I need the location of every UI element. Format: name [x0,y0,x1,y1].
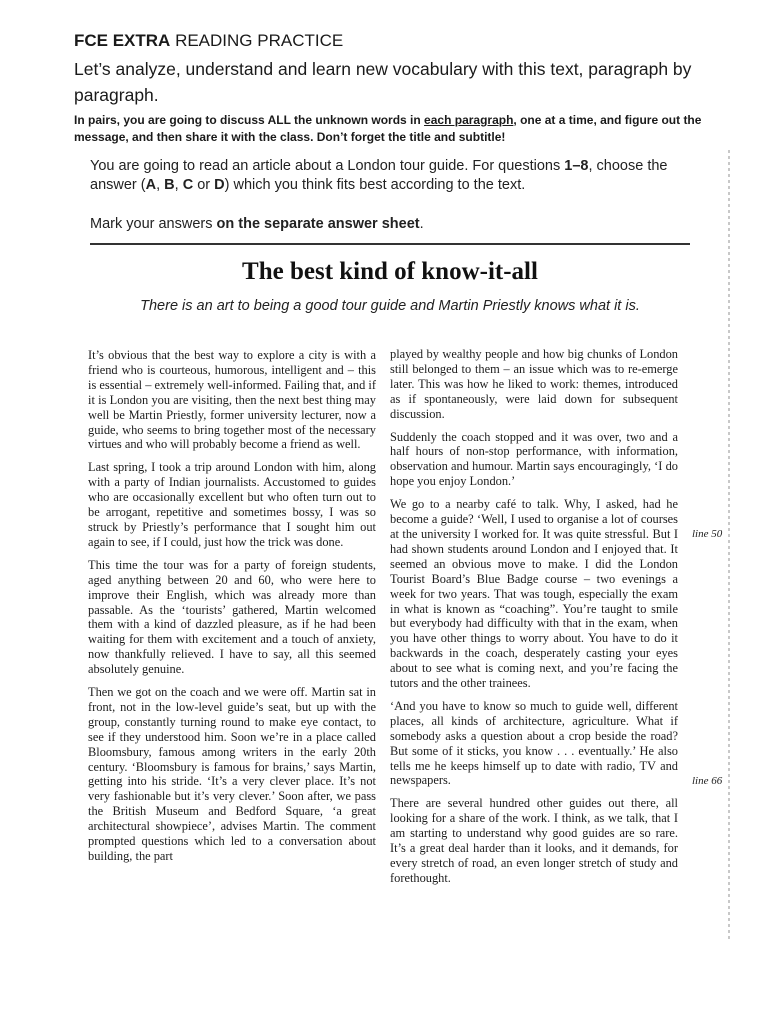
article-column-right [390,347,678,894]
answer-sheet-instruction: Mark your answers on the separate answer sheet. [90,216,424,232]
divider-rule [90,243,690,245]
worksheet-subtitle: Let’s analyze, understand and learn new vocabulary with this text, paragraph by paragraph. [74,59,692,105]
line-marker-50: line 50 [692,528,723,540]
paragraph: Suddenly the coach stopped and it was over, two and a half hours of non-stop performance, with information, observation and humour. Martin says encouragingly, ‘I do hope you enjoy London.’ [390,429,678,489]
paragraph: ‘And you have to know so much to guide well, different places, all kinds of architecture, agriculture. What if somebody asks a question about a crop beside the road? But some of it sticks, you know . . . eventually.’ He also tells me he keeps himself up to date with radio, TV and newspapers. [390,698,678,788]
paragraph: It’s obvious that the best way to explore a city is with a friend who is courteous, humorous, intelligent and – this is essential – extremely well-informed. Failing that, and if it is London you are visiting, then the next best thing may well be Martin Priestly, former university lecturer, now a guide, who seems to bring together most of the necessary virtues and who will probably become a friend as well. [88,348,376,452]
paragraph: Last spring, I took a trip around London with him, along with a party of Indian journalists. Accustomed to guides who are occasionally excellent but who often turn out to be arrogant, repetitive and sometimes bossy, I was so struck by Priestly’s performance that I sought him out again to see, if I could, just how the trick was done. [88,460,376,549]
paragraph: We go to a nearby café to talk. Why, I asked, had he become a guide? ‘Well, I used to organise a lot of courses at the university I worked for. It was quite stressful. But I had shown students around London and I enjoyed that. It seemed an obvious move to make. I did the London Tourist Board’s Blue Badge course – two evenings a week for two years. That was tough, especially the exam in what is known as “coaching”. You’re taught to smile but everybody had difficulty with that in the exam, when you have other things to worry about. You have to do it backwards in the coach, desperately casting your eyes about to see what is coming next, and you’re facing the tutors and the other trainees. [390,497,678,691]
article-title: The best kind of know-it-all [242,258,538,285]
paragraph: Then we got on the coach and we were off. Martin sat in front, not in the low-level guide’s seat, but up with the group, constantly turning round to make eye contact, to see if they understood him. Soon we’re in a place called Bloomsbury, famous among writers in the early 20th century. ‘Bloomsbury is famous for brains,’ says Martin, getting into his stride. ‘It’s a very clever place. It’s not very fashionable but it’s very clever.’ Soon after, we pass the British Museum and Bedford Square, ‘a great architectural showpiece’, advises Martin. The comment prompted questions which led to a conversation about building, the part [88,685,376,863]
article-subtitle: There is an art to being a good tour guide and Martin Priestly knows what it is. [140,298,640,314]
paragraph: played by wealthy people and how big chunks of London still belonged to them – an issue which was to re-emerge later. This was how he liked to work: themes, introduced as if spontaneously, were laid down for subsequent discussion. [390,347,678,421]
paragraph: This time the tour was for a party of foreign students, aged anything between 20 and 60, who were here to improve their English, which was already more than passable. As the ‘tourists’ gathered, Martin welcomed them with a kind of dazzled pleasure, as if he had been waiting for them with excitement and a touch of anxiety, now thankfully relieved. I have to say, all this seemed absolutely genuine. [88,557,376,677]
pair-work-instructions: In pairs, you are going to discuss ALL the unknown words in each paragraph, one at a time, and figure out the message, and then share it with the class. Don’t forget the title and subtitle! [74,113,702,144]
worksheet-title: FCE EXTRA READING PRACTICE [74,31,344,50]
paragraph: There are several hundred other guides out there, all looking for a share of the work. I think, as we talk, that I am starting to understand why good guides are so rare. It’s a great deal harder than it looks, and it demands, for every stretch of road, an even longer stretch of study and forethought. [390,796,678,885]
exam-instructions: You are going to read an article about a London tour guide. For questions 1–8, choose the answer (A, B, C or D) which you think fits best according to the text. [90,158,668,193]
worksheet-header [74,30,754,146]
line-marker-66: line 66 [692,775,723,787]
article-column-left [88,348,376,872]
